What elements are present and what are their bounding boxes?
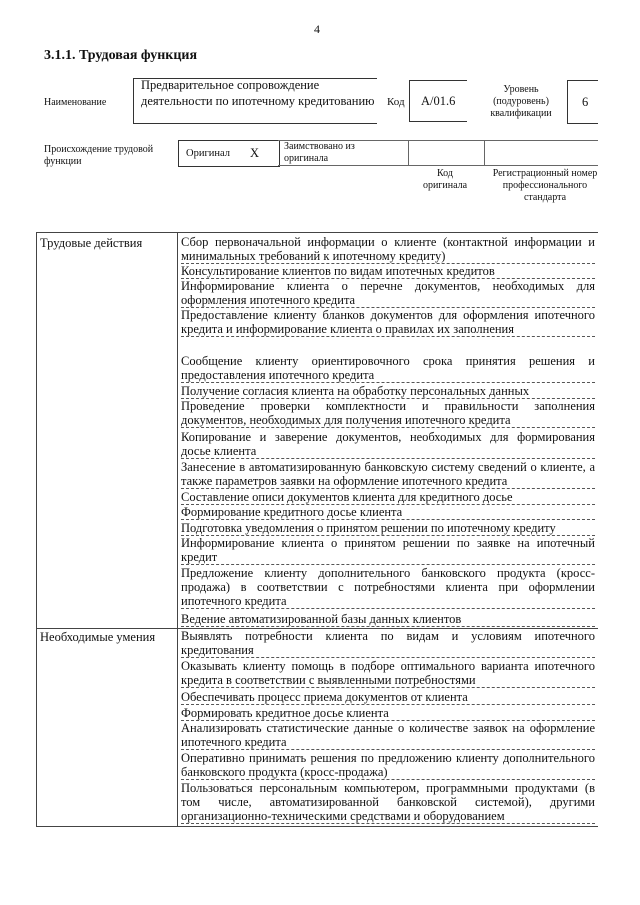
- reg-number-label: Регистрационный номер профессионального стандарта: [492, 168, 598, 203]
- labor-action-item: Подготовка уведомления о принятом решении по ипотечному кредиту: [181, 521, 595, 536]
- labor-action-item: Сообщение клиенту ориентировочного срока принятия решения и предоставления ипотечного кредита: [181, 354, 595, 382]
- labor-action-item: Копирование и заверение документов, необходимых для формирования досье клиента: [181, 430, 595, 458]
- labor-action-item: Информирование клиента о принятом решении по заявке на ипотечный кредит: [181, 536, 595, 564]
- labor-action-item: Предложение клиенту дополнительного банковского продукта (кросс-продажа) в соответствии с потребностями клиента при оформлении ипотечного кредита: [181, 566, 595, 608]
- labor-action-item: Предоставление клиенту бланков документов для оформления ипотечного кредита и информирование клиента о правилах их заполнения: [181, 308, 595, 336]
- labor-actions-label: Трудовые действия: [40, 236, 143, 250]
- skill-item: Оперативно принимать решения по предложению клиенту дополнительного банковского продукта (кросс-продажа): [181, 751, 595, 779]
- origin-bottom-line: [278, 165, 598, 166]
- labor-action-item: Составление описи документов клиента для кредитного досье: [181, 490, 595, 505]
- code-value: A/01.6: [421, 94, 456, 108]
- table-top-border: [36, 232, 598, 233]
- labor-action-item: Получение согласия клиента на обработку персональных данных: [181, 384, 595, 399]
- level-label: Уровень (подуровень) квалификации: [490, 84, 552, 119]
- origin-top-line: [278, 140, 598, 141]
- original-label: Оригинал: [186, 148, 230, 159]
- labor-action-item: Проведение проверки комплектности и правильности заполнения документов, необходимых для получения ипотечного кредита: [181, 399, 595, 427]
- labor-action-item: Формирование кредитного досье клиента: [181, 505, 595, 520]
- skill-item: Формировать кредитное досье клиента: [181, 706, 595, 721]
- name-value: Предварительное сопровождение деятельности по ипотечному кредитованию: [141, 78, 375, 108]
- origin-divider: [484, 140, 485, 165]
- required-skills-label: Необходимые умения: [40, 630, 156, 644]
- labor-action-item: Занесение в автоматизированную банковскую систему сведений о клиенте, а также параметров заявки на оформление ипотечного кредита: [181, 460, 595, 488]
- origin-divider: [408, 140, 409, 165]
- labor-action-item: Информирование клиента о перечне документов, необходимых для оформления ипотечного кредита: [181, 279, 595, 307]
- section-heading: 3.1.1. Трудовая функция: [44, 48, 198, 63]
- labor-action-item: Ведение автоматизированной базы данных клиентов: [181, 612, 595, 627]
- borrowed-label: Заимствовано из оригинала: [284, 141, 355, 164]
- skill-item: Пользоваться персональным компьютером, программными продуктами (в том числе, автоматизированной банковской системой), другими организационно-техническими средствами и оборудованием: [181, 781, 595, 823]
- original-mark: X: [250, 146, 260, 160]
- origin-label: Происхождение трудовой функции: [44, 144, 154, 167]
- column-divider: [177, 232, 178, 826]
- table-bottom-border: [36, 826, 598, 827]
- code-label: Код: [387, 96, 405, 108]
- name-label: Наименование: [44, 97, 107, 108]
- code-original-label: Код оригинала: [422, 168, 468, 191]
- page-number: 4: [314, 22, 320, 36]
- skill-item: Обеспечивать процесс приема документов от клиента: [181, 690, 595, 705]
- table-left-border: [36, 232, 37, 826]
- labor-action-item: Консультирование клиентов по видам ипотечных кредитов: [181, 264, 595, 279]
- labor-action-item: Сбор первоначальной информации о клиенте (контактной информации и минимальных требований к ипотечному кредиту): [181, 235, 595, 263]
- level-value: 6: [582, 95, 589, 109]
- skill-item: Анализировать статистические данные о количестве заявок на оформление ипотечного кредита: [181, 721, 595, 749]
- skill-item: Выявлять потребности клиента по видам и условиям ипотечного кредитования: [181, 629, 595, 657]
- skill-item: Оказывать клиенту помощь в подборе оптимального варианта ипотечного кредита в соответствии с выявленными потребностями: [181, 659, 595, 687]
